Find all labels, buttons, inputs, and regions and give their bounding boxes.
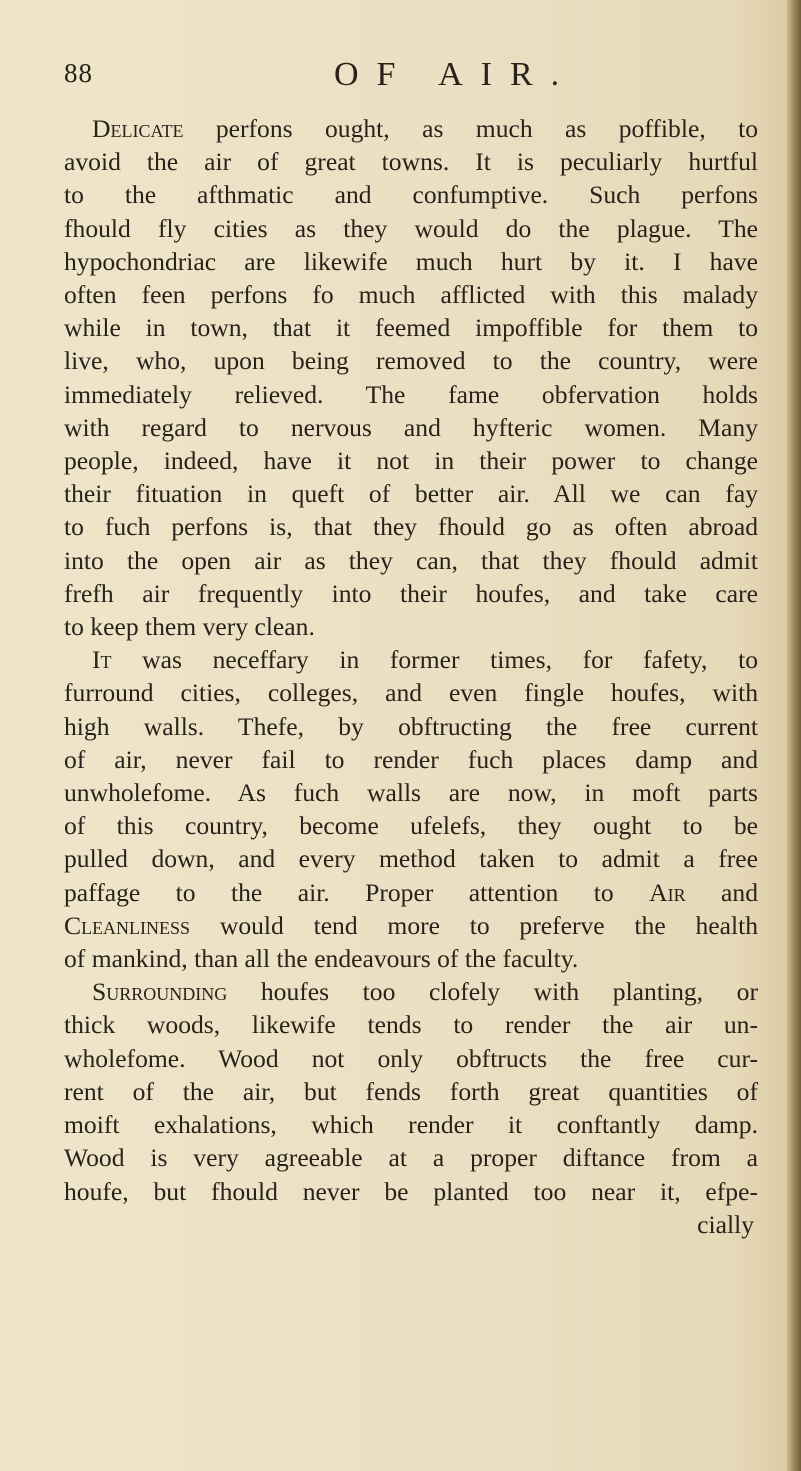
- text-line: to keep them very clean.: [64, 612, 315, 642]
- text-line: live, who, upon being removed to the country, were: [64, 346, 758, 376]
- text-line: furround cities, colleges, and even fingle houfes, with: [64, 678, 758, 708]
- text-line: avoid the air of great towns. It is peculiarly hurtful: [64, 147, 758, 177]
- page-number: 88: [64, 58, 93, 88]
- text-line: immediately relieved. The fame obfervation holds: [64, 379, 758, 409]
- paragraph-it-was: [64, 643, 758, 975]
- text-line: thick woods, likewife tends to render the air un-: [64, 1010, 758, 1040]
- text-line: houfe, but fhould never be planted too near it, efpe-: [64, 1176, 758, 1206]
- text-line: unwholefome. As fuch walls are now, in moft parts: [64, 778, 758, 808]
- text-line: moift exhalations, which render it conftantly damp.: [64, 1110, 758, 1140]
- text-line: often feen perfons fo much afflicted with this malady: [64, 280, 758, 310]
- text-line: frefh air frequently into their houfes, and take care: [64, 578, 758, 608]
- body-text: [64, 112, 758, 1241]
- text-line: of this country, become ufelefs, they ought to be: [64, 811, 758, 841]
- lead-word: It: [92, 645, 112, 675]
- text-line: Surrounding houfes too clofely with planting, or: [92, 977, 758, 1007]
- text-line: of air, never fail to render fuch places damp and: [64, 744, 758, 774]
- text-line: into the open air as they can, that they fhould admit: [64, 545, 758, 575]
- text-line: high walls. Thefe, by obftructing the free current: [64, 711, 758, 741]
- text-line: pulled down, and every method taken to admit a free: [64, 844, 758, 874]
- text-line: wholefome. Wood not only obftructs the free cur-: [64, 1043, 758, 1073]
- text-line: Cleanliness would tend more to preferve the health: [64, 910, 758, 940]
- text-line: people, indeed, have it not in their power to change: [64, 446, 758, 476]
- text-line: It was neceffary in former times, for fafety, to: [92, 645, 758, 675]
- paragraph-delicate: [64, 112, 758, 643]
- paragraph-surrounding: [64, 975, 758, 1207]
- text-line: their fituation in queft of better air. All we can fay: [64, 479, 758, 509]
- lead-word: Surrounding: [92, 977, 228, 1007]
- lead-word: Delicate: [92, 114, 184, 143]
- text-line: Delicate perfons ought, as much as poffible, to: [92, 114, 758, 143]
- page-header: [64, 58, 764, 98]
- text-line: hypochondriac are likewife much hurt by it. I have: [64, 246, 758, 276]
- text-line: to fuch perfons is, that they fhould go as often abroad: [64, 512, 758, 542]
- text-line: of mankind, than all the endeavours of the faculty.: [64, 944, 579, 974]
- text-line: Wood is very agreeable at a proper diftance from a: [64, 1143, 758, 1173]
- running-head: OF AIR.: [334, 56, 578, 93]
- text-line: to the afthmatic and confumptive. Such perfons: [64, 180, 758, 210]
- catchword: cially: [697, 1209, 754, 1239]
- text-line: while in town, that it feemed impoffible for them to: [64, 313, 758, 343]
- small-caps-word: Cleanliness: [64, 910, 191, 940]
- text-line: fhould fly cities as they would do the plague. The: [64, 213, 758, 243]
- small-caps-word: Air: [649, 877, 686, 907]
- text-line: paffage to the air. Proper attention to Air and: [64, 877, 758, 907]
- text-line: rent of the air, but fends forth great quantities of: [64, 1076, 758, 1106]
- text-line: with regard to nervous and hyfteric women. Many: [64, 412, 758, 442]
- page-edge: [787, 0, 801, 1471]
